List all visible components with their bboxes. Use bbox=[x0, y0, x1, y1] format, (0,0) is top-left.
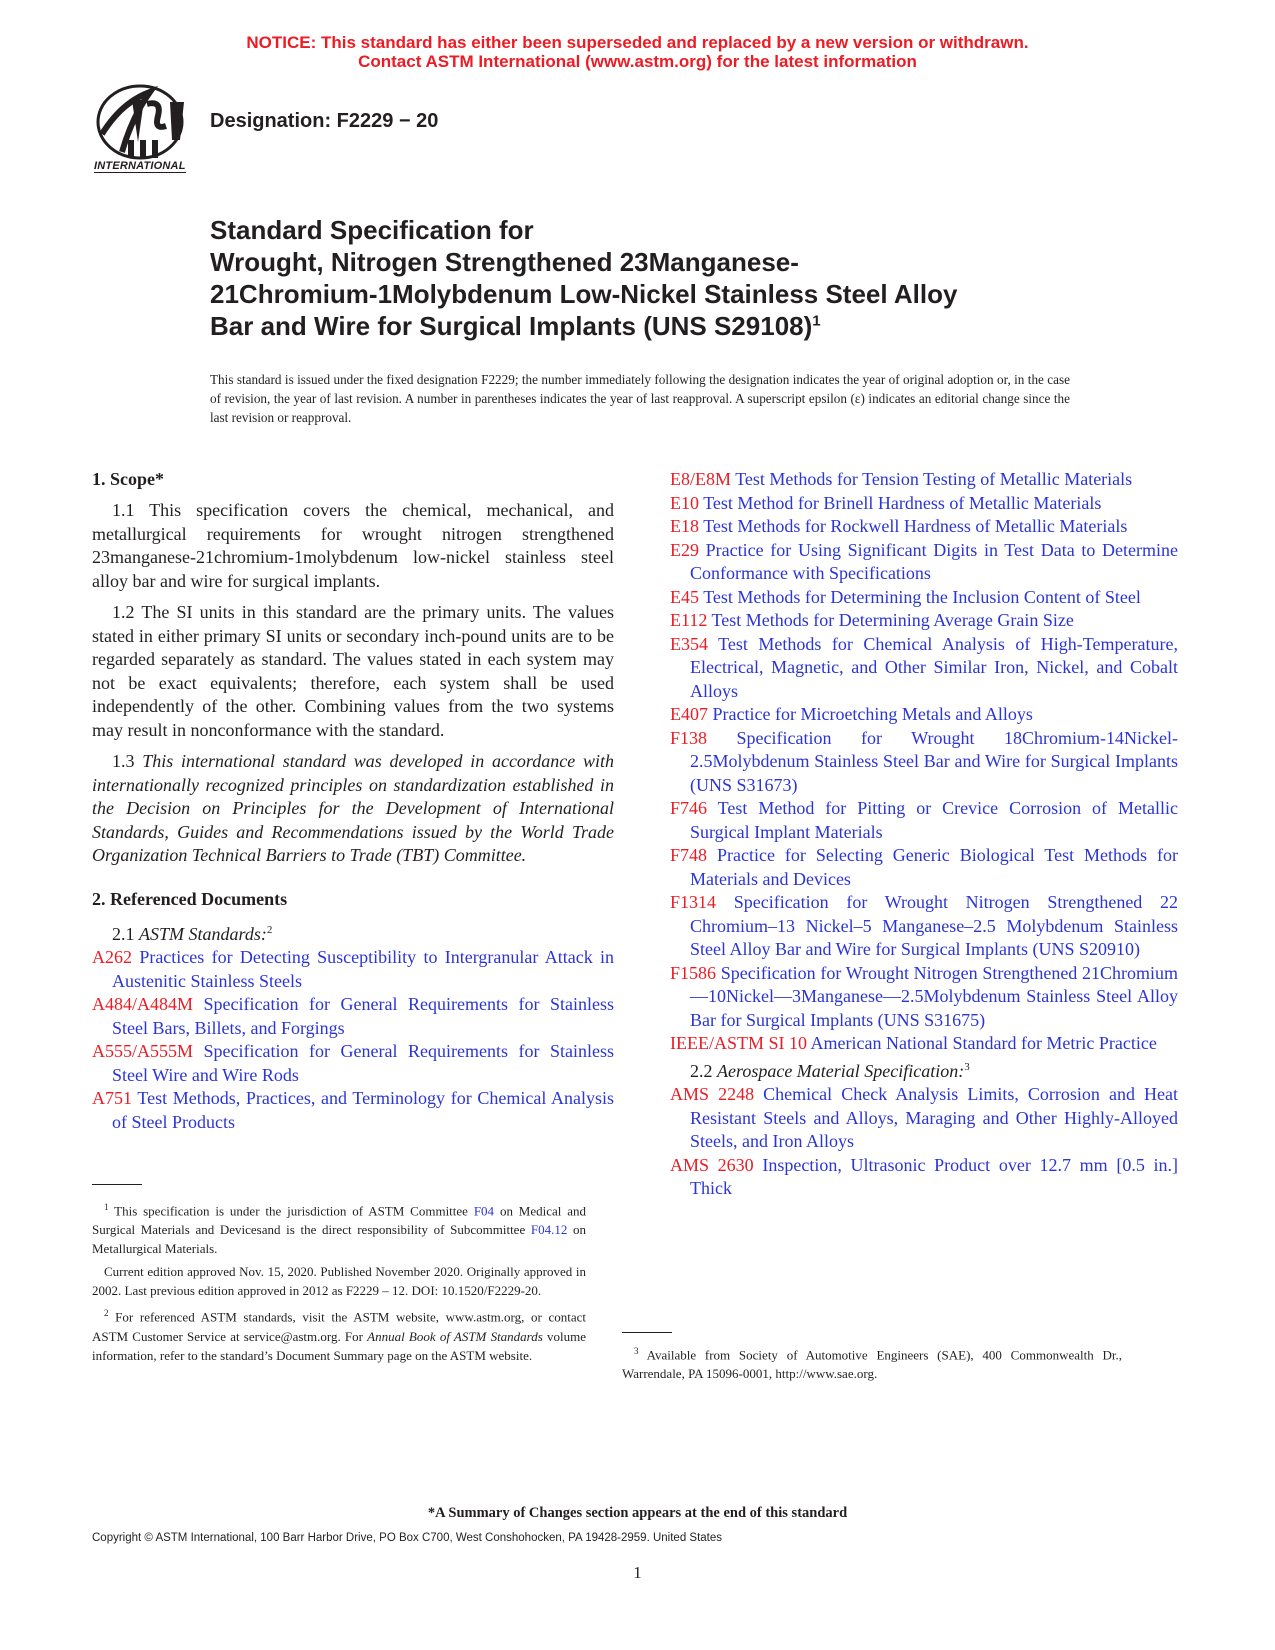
footnote-2 bbox=[92, 1304, 586, 1364]
astm-ref-title[interactable]: Practices for Detecting Susceptibility to Intergranular Attack in Austenitic Stainless Steels bbox=[112, 947, 614, 991]
ams-ref-title[interactable]: Chemical Check Analysis Limits, Corrosion and Heat Resistant Steels and Alloys, Maraging and Other Highly-Alloyed Steels, and Iron Alloys bbox=[690, 1084, 1179, 1151]
ams-ref-code[interactable]: AMS 2248 bbox=[670, 1084, 755, 1104]
footnote-2-mark: 2 bbox=[104, 1308, 109, 1319]
footnotes-left bbox=[92, 1198, 586, 1365]
title-line-1: Standard Specification for bbox=[210, 215, 534, 245]
footnote-2-italic: Annual Book of ASTM Standards bbox=[367, 1328, 543, 1344]
astm-ref-title[interactable]: Test Methods, Practices, and Terminology for Chemical Analysis of Steel Products bbox=[112, 1088, 614, 1132]
astm-ref-code[interactable]: A555/A555M bbox=[92, 1041, 194, 1061]
astm-ref-item[interactable] bbox=[92, 1087, 614, 1134]
notice-line-2: Contact ASTM International (www.astm.org) for the latest information bbox=[358, 52, 917, 71]
ams-mark: 3 bbox=[964, 1060, 970, 1073]
ams-text: Aerospace Material Specification: bbox=[717, 1060, 965, 1081]
scope-para-1: 1.1 This specification covers the chemical, mechanical, and metallurgical requirements for wrought nitrogen strengthened 23manganese-21chromium-1molybdenum low-nickel stainless steel alloy bar and wire for surgical implants. bbox=[92, 500, 614, 591]
title-line-3: 21Chromium-1Molybdenum Low-Nickel Stainless Steel Alloy bbox=[210, 279, 958, 309]
astm-ref-item[interactable] bbox=[670, 633, 1178, 704]
astm-ref-code[interactable]: E45 bbox=[670, 586, 699, 607]
astm-ref-title[interactable]: Specification for Wrought Nitrogen Strengthened 22 Chromium–13 Nickel–5 Manganese–2.5 Molybdenum Stainless Steel Alloy Bar and Wire for Surgical Implants (UNS S20910) bbox=[690, 892, 1178, 959]
ams-num: 2.2 bbox=[690, 1060, 713, 1081]
summary-of-changes-note: *A Summary of Changes section appears at the end of this standard bbox=[427, 1505, 848, 1521]
astm-ref-item[interactable] bbox=[670, 609, 1178, 633]
footnote-1-text-c: on Metallurgical Materials. bbox=[92, 1222, 587, 1257]
astm-ref-item[interactable] bbox=[92, 993, 614, 1040]
ams-ref-item[interactable] bbox=[670, 1154, 1178, 1201]
astm-ref-item[interactable] bbox=[670, 727, 1178, 798]
astm-ref-code[interactable]: IEEE/ASTM SI 10 bbox=[670, 1033, 807, 1053]
notice-line-1: NOTICE: This standard has either been superseded and replaced by a new version or withdrawn. bbox=[246, 33, 1029, 52]
scope-para-3-text: This international standard was developed in accordance with internationally recognized principles on standardization established in the Decision on Principles for the Development of International Standards, Guides and Recommendations issued by the World Trade Organization Technical Barriers to Trade (TBT) Committee. bbox=[92, 751, 614, 865]
refdocs-heading: 2. Referenced Documents bbox=[92, 888, 288, 909]
ams-label bbox=[670, 1056, 1178, 1084]
footnote-2-text-b: volume information, refer to the standard’s Document Summary page on the ASTM website. bbox=[92, 1328, 587, 1363]
astm-ref-code[interactable]: A484/A484M bbox=[92, 994, 194, 1014]
astm-ref-item[interactable] bbox=[670, 844, 1178, 891]
astm-ref-title[interactable]: Test Methods for Tension Testing of Metallic Materials bbox=[735, 469, 1133, 489]
astm-ref-item[interactable] bbox=[670, 962, 1178, 1033]
scope-heading: 1. Scope* bbox=[92, 469, 164, 489]
copyright-line: Copyright © ASTM International, 100 Barr Harbor Drive, PO Box C700, West Conshohocken, PA 19428-2959. United States bbox=[92, 1532, 723, 1544]
astm-ref-code[interactable]: F1586 bbox=[670, 962, 717, 983]
astm-ref-title[interactable]: Specification for Wrought Nitrogen Strengthened 21Chromium—10Nickel—3Manganese—2.5Molybdenum Stainless Steel Alloy Bar for Surgical Implants (UNS S31675) bbox=[690, 962, 1178, 1030]
committee-link[interactable]: F04 bbox=[473, 1203, 495, 1219]
subcommittee-link[interactable]: F04.12 bbox=[530, 1222, 568, 1238]
astm-logo bbox=[92, 82, 198, 178]
astm-ref-title[interactable]: Test Method for Pitting or Crevice Corrosion of Metallic Surgical Implant Materials bbox=[690, 798, 1178, 842]
astm-ref-item[interactable] bbox=[670, 797, 1178, 844]
ams-ref-item[interactable] bbox=[670, 1083, 1178, 1154]
astm-ref-code[interactable]: F748 bbox=[670, 845, 708, 865]
astm-ref-code[interactable]: A751 bbox=[92, 1088, 132, 1108]
title-footnote-mark: 1 bbox=[812, 312, 821, 330]
footnotes-right bbox=[622, 1342, 1122, 1383]
astm-ref-title[interactable]: Specification for General Requirements for Stainless Steel Wire and Wire Rods bbox=[112, 1041, 614, 1085]
scope-para-3 bbox=[92, 750, 614, 868]
footnote-1-mark: 1 bbox=[104, 1202, 109, 1212]
scope-para-2: 1.2 The SI units in this standard are the primary units. The values stated in either primary SI units or secondary inch-pound units are to be regarded separately as standard. The values stated in each system may not be exact equivalents; therefore, each system shall be used independently of the other. Combining values from the two systems may result in nonconformance with the standard. bbox=[92, 602, 614, 740]
astm-standards-num: 2.1 bbox=[112, 923, 135, 944]
right-column bbox=[670, 468, 1178, 1201]
footnote-1-text-a: This specification is under the jurisdiction of ASTM Committee bbox=[114, 1203, 468, 1219]
astm-ref-title[interactable]: Practice for Selecting Generic Biological Test Methods for Materials and Devices bbox=[690, 845, 1179, 889]
astm-ref-item[interactable] bbox=[670, 468, 1178, 492]
astm-ref-title[interactable]: Specification for General Requirements for Stainless Steel Bars, Billets, and Forgings bbox=[112, 994, 614, 1038]
astm-ref-code[interactable]: F1314 bbox=[670, 892, 717, 912]
designation: Designation: F2229 − 20 bbox=[210, 110, 439, 132]
footnote-rule-left bbox=[92, 1184, 142, 1185]
astm-ref-code[interactable]: A262 bbox=[92, 947, 132, 967]
ams-ref-code[interactable]: AMS 2630 bbox=[670, 1154, 754, 1175]
astm-ref-title[interactable]: American National Standard for Metric Practice bbox=[810, 1033, 1157, 1053]
astm-ref-item[interactable] bbox=[670, 586, 1178, 610]
astm-ref-title[interactable]: Test Methods for Chemical Analysis of High-Temperature, Electrical, Magnetic, and Other Similar Iron, Nickel, and Cobalt Alloys bbox=[690, 633, 1178, 701]
footnote-1-text-b: on Medical and Surgical Materials and Devicesand is the direct responsibility of Subcommittee bbox=[92, 1203, 587, 1238]
left-column bbox=[92, 468, 614, 1134]
title-line-4-text: Bar and Wire for Surgical Implants (UNS S29108) bbox=[210, 311, 813, 341]
title-line-4 bbox=[210, 310, 1090, 342]
astm-standards-mark: 2 bbox=[266, 923, 273, 936]
scope-para-3-num: 1.3 bbox=[112, 751, 135, 771]
document-title bbox=[210, 214, 1090, 342]
astm-ref-code[interactable]: E112 bbox=[670, 610, 708, 630]
astm-ref-title[interactable]: Test Methods for Determining Average Grain Size bbox=[711, 610, 1074, 630]
astm-ref-code[interactable]: E10 bbox=[670, 492, 699, 513]
footnote-3-mark: 3 bbox=[634, 1346, 639, 1356]
astm-ref-item[interactable] bbox=[92, 946, 614, 993]
astm-ref-title[interactable]: Specification for Wrought 18Chromium-14Nickel-2.5Molybdenum Stainless Steel Bar and Wire for Surgical Implants (UNS S31673) bbox=[690, 727, 1178, 795]
astm-ref-item[interactable] bbox=[670, 539, 1178, 586]
astm-ref-code[interactable]: E8/E8M bbox=[670, 469, 731, 489]
footnote-1 bbox=[92, 1198, 586, 1258]
astm-ref-item[interactable] bbox=[670, 891, 1178, 962]
astm-ref-title[interactable]: Test Methods for Determining the Inclusion Content of Steel bbox=[703, 586, 1141, 607]
footnote-1-edition: Current edition approved Nov. 15, 2020. Published November 2020. Originally approved in 2002. Last previous edition approved in 2012 as F2229 – 12. DOI: 10.1520/F2229-20. bbox=[92, 1264, 586, 1299]
footnote-rule-right bbox=[622, 1332, 672, 1333]
footnote-3 bbox=[622, 1342, 1122, 1383]
astm-ref-item[interactable] bbox=[670, 492, 1178, 516]
astm-ref-item[interactable] bbox=[670, 1032, 1178, 1056]
astm-ref-code[interactable]: F746 bbox=[670, 798, 708, 818]
logo-text: INTERNATIONAL bbox=[94, 160, 186, 172]
astm-ref-title[interactable]: Test Methods for Rockwell Hardness of Metallic Materials bbox=[703, 516, 1128, 536]
astm-ref-title[interactable]: Test Method for Brinell Hardness of Metallic Materials bbox=[703, 492, 1102, 513]
astm-ref-code[interactable]: F138 bbox=[670, 727, 708, 748]
astm-ref-item[interactable] bbox=[92, 1040, 614, 1087]
issued-note: This standard is issued under the fixed designation F2229; the number immediately following the designation indicates the year of original adoption or, in the case of revision, the year of last revision. A number in parentheses indicates the year of last reapproval. A superscript epsilon (ε) indicates an editorial change since the last revision or reapproval. bbox=[210, 372, 1070, 425]
astm-ref-code[interactable]: E407 bbox=[670, 704, 708, 724]
astm-ref-code[interactable]: E18 bbox=[670, 516, 699, 536]
page-number: 1 bbox=[633, 1563, 642, 1582]
astm-ref-list-left bbox=[92, 946, 614, 1134]
footnote-3-text: Available from Society of Automotive Engineers (SAE), 400 Commonwealth Dr., Warrendale, PA 15096-0001, http://www.sae.org. bbox=[622, 1347, 1122, 1382]
astm-ref-title[interactable]: Practice for Microetching Metals and Alloys bbox=[712, 704, 1033, 724]
title-line-2: Wrought, Nitrogen Strengthened 23Manganese- bbox=[210, 247, 799, 277]
astm-standards-label bbox=[92, 919, 614, 947]
footnote-2-text-a: For referenced ASTM standards, visit the ASTM website, www.astm.org, or contact ASTM Customer Service at service@astm.org. For bbox=[92, 1309, 586, 1344]
astm-ref-list-right bbox=[670, 468, 1178, 1056]
astm-ref-code[interactable]: E354 bbox=[670, 633, 708, 654]
astm-ref-title[interactable]: Practice for Using Significant Digits in Test Data to Determine Conformance with Specifications bbox=[690, 539, 1178, 583]
astm-ref-item[interactable] bbox=[670, 515, 1178, 539]
withdrawal-notice bbox=[0, 33, 1275, 71]
ams-ref-title[interactable]: Inspection, Ultrasonic Product over 12.7 mm [0.5 in.] Thick bbox=[690, 1154, 1178, 1198]
astm-ref-code[interactable]: E29 bbox=[670, 539, 699, 560]
astm-ref-item[interactable] bbox=[670, 703, 1178, 727]
ams-ref-list bbox=[670, 1083, 1178, 1201]
astm-standards-text: ASTM Standards: bbox=[139, 923, 267, 944]
